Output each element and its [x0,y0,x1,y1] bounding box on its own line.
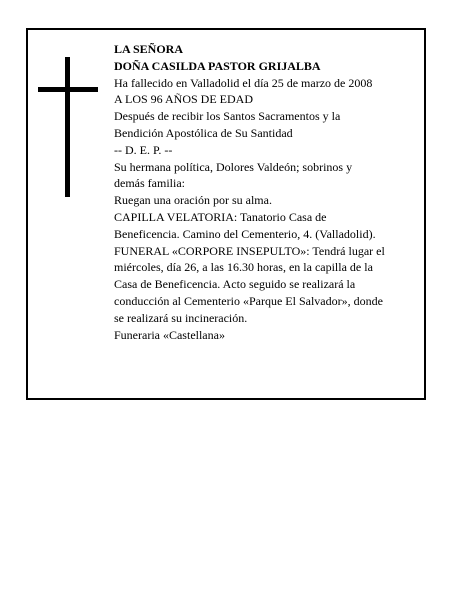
funeral-line-5: se realizará su incineración. [114,310,248,325]
family-line-2: demás familia: [114,176,185,191]
sacraments-line-2: Bendición Apostólica de Su Santidad [114,125,293,140]
cross-vertical-bar [65,57,70,197]
rip-line: -- D. E. P. -- [114,142,173,157]
death-date-line: Ha fallecido en Valladolid el día 25 de marzo de 2008 [114,75,373,90]
latin-cross-icon [38,57,98,197]
age-line: A LOS 96 AÑOS DE EDAD [114,92,254,107]
funeral-home-line: Funeraria «Castellana» [114,327,225,342]
chapel-line-1: CAPILLA VELATORIA: Tanatorio Casa de [114,209,327,224]
chapel-line-2: Beneficencia. Camino del Cementerio, 4. (Valladolid). [114,226,376,241]
notice-text-block [114,41,428,343]
funeral-line-3: Casa de Beneficencia. Acto seguido se realizará la [114,277,356,292]
obituary-notice [26,28,426,400]
family-line-1: Su hermana política, Dolores Valdeón; sobrinos y [114,159,353,174]
funeral-line-4: conducción al Cementerio «Parque El Salvador», donde [114,293,383,308]
notice-title: LA SEÑORA [114,42,184,56]
deceased-name: DOÑA CASILDA PASTOR GRIJALBA [114,58,321,73]
funeral-line-1: FUNERAL «CORPORE INSEPULTO»: Tendrá lugar el [114,243,385,258]
cross-horizontal-bar [38,87,98,92]
prayer-line: Ruegan una oración por su alma. [114,193,272,208]
sacraments-line-1: Después de recibir los Santos Sacramentos y la [114,109,341,124]
funeral-line-2: miércoles, día 26, a las 16.30 horas, en la capilla de la [114,260,373,275]
